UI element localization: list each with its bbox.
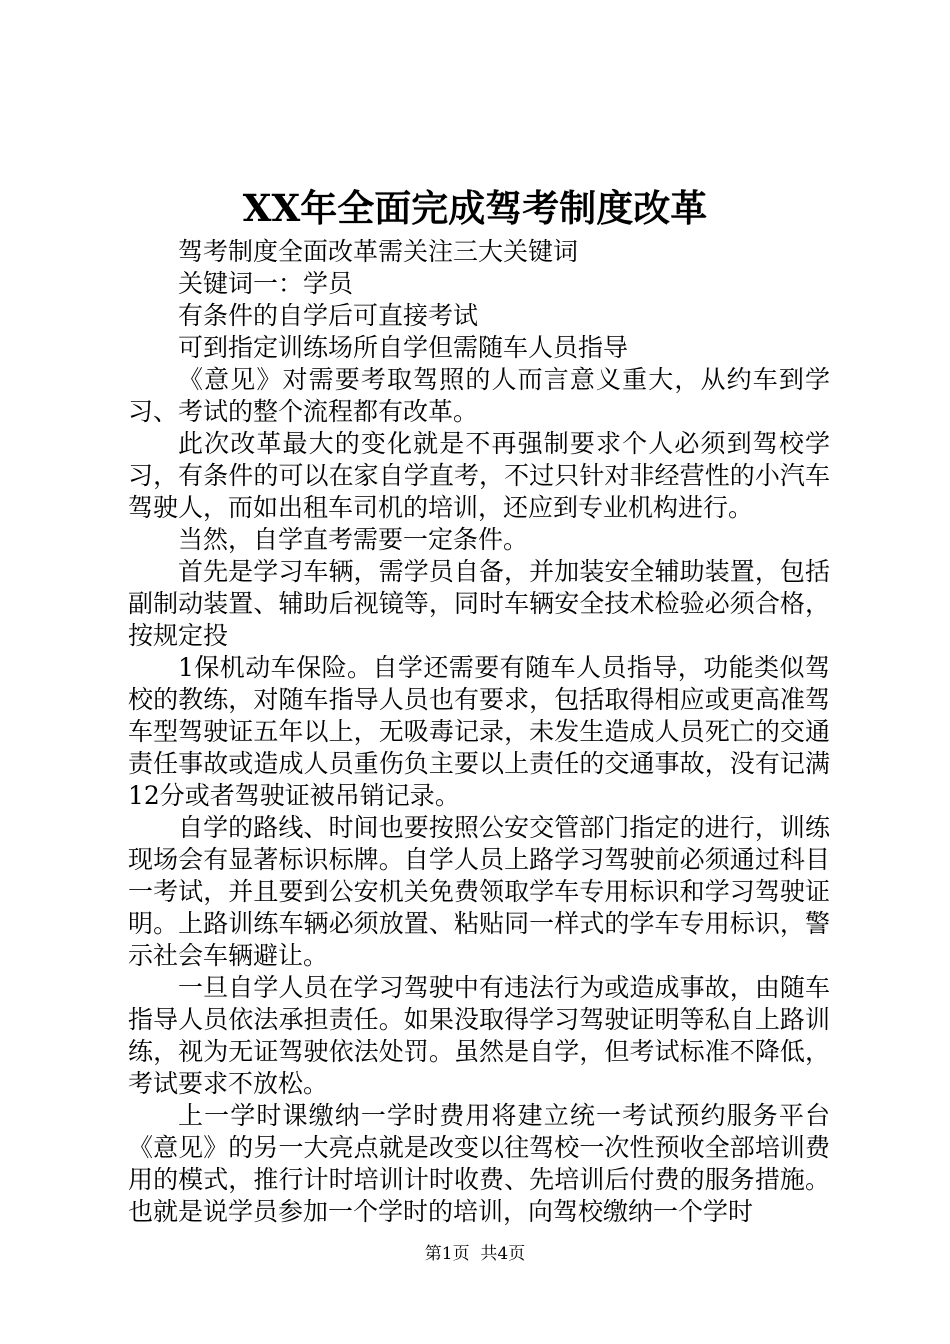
paragraph: 《意见》对需要考取驾照的人而言意义重大，从约车到学习、考试的整个流程都有改革。	[128, 365, 830, 426]
paragraph: 上一学时课缴纳一学时费用将建立统一考试预约服务平台《意见》的另一大亮点就是改变以往驾校一次性预收全部培训费用的模式，推行计时培训计时收费、先培训后付费的服务措施。也就是说学员参加一个学时的培训，向驾校缴纳一个学时	[128, 1101, 830, 1226]
paragraph: 一旦自学人员在学习驾驶中有违法行为或造成事故，由随车指导人员依法承担责任。如果没取得学习驾驶证明等私自上路训练，视为无证驾驶依法处罚。虽然是自学，但考试标准不降低，考试要求不放松。	[128, 973, 830, 1098]
document-body	[128, 236, 830, 1228]
paragraph: 可到指定训练场所自学但需随车人员指导	[178, 333, 629, 362]
page-total: 共4页	[480, 1244, 526, 1264]
page-footer	[0, 1243, 950, 1265]
paragraph: 自学的路线、时间也要按照公安交管部门指定的进行，训练现场会有显著标识标牌。自学人员上路学习驾驶前必须通过科目一考试，并且要到公安机关免费领取学车专用标识和学习驾驶证明。上路训练车辆必须放置、粘贴同一样式的学车专用标识，警示社会车辆避让。	[128, 813, 830, 970]
paragraph: 有条件的自学后可直接考试	[178, 301, 479, 330]
document-title: XX年全面完成驾考制度改革	[242, 186, 708, 230]
paragraph: 关键词一：学员	[178, 269, 354, 298]
paragraph: 当然，自学直考需要一定条件。	[178, 525, 529, 554]
paragraph: 此次改革最大的变化就是不再强制要求个人必须到驾校学习，有条件的可以在家自学直考，不过只针对非经营性的小汽车驾驶人，而如出租车司机的培训，还应到专业机构进行。	[128, 429, 830, 522]
paragraph: 1保机动车保险。自学还需要有随车人员指导，功能类似驾校的教练，对随车指导人员也有要求，包括取得相应或更高准驾车型驾驶证五年以上，无吸毒记录，未发生造成人员死亡的交通责任事故或造成人员重伤负主要以上责任的交通事故，没有记满12分或者驾驶证被吊销记录。	[128, 653, 830, 810]
paragraph: 首先是学习车辆，需学员自备，并加装安全辅助装置，包括副制动装置、辅助后视镜等，同时车辆安全技术检验必须合格，按规定投	[128, 557, 830, 650]
paragraph: 驾考制度全面改革需关注三大关键词	[178, 237, 579, 266]
page-number: 第1页	[424, 1244, 470, 1264]
